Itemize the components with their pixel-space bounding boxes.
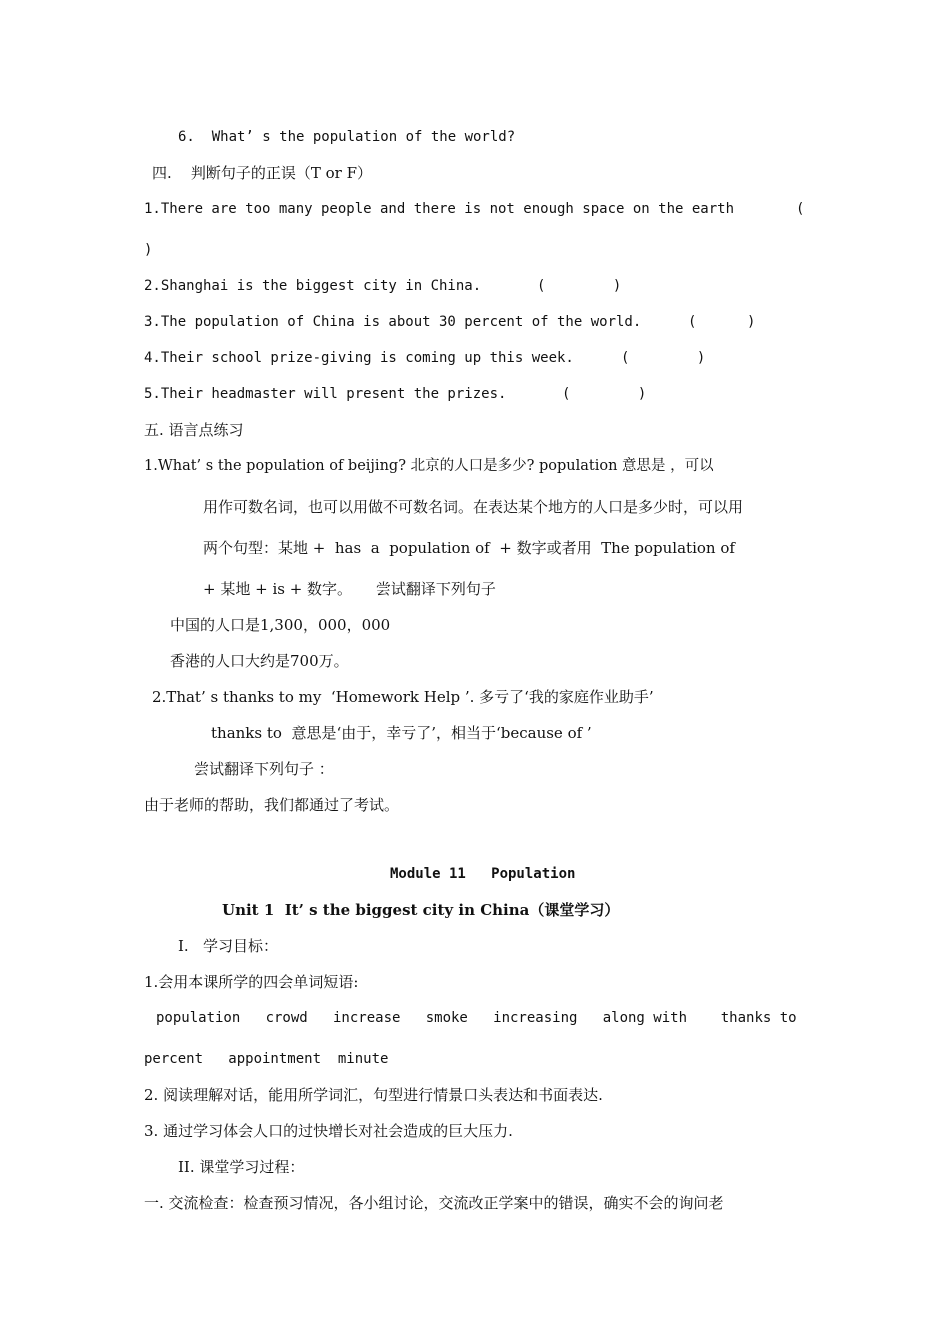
part-5-title: 五. 语言点练习 (144, 421, 244, 439)
learning-goals-title: Ⅰ. 学习目标： (178, 937, 278, 955)
language-point-1-line-1: 1.What’ s the population of beijing? 北京的人口是多少? population 意思是 ，可以 (144, 458, 714, 474)
goal-3: 3. 通过学习体会人口的过快增长对社会造成的巨大压力. (144, 1122, 513, 1140)
goal-1: 1.会用本课所学的四会单词短语: (144, 973, 359, 991)
step-1: 一. 交流检查：检查预习情况，各小组讨论，交流改正学案中的错误，确实不会的询问老 (144, 1194, 724, 1212)
tf-item-3-paren: ( ) (688, 314, 756, 330)
language-point-1-line-3: 两个句型：某地 + has a population of + 数字或者用 The population of (203, 539, 735, 557)
goal-2: 2. 阅读理解对话，能用所学词汇，句型进行情景口头表达和书面表达. (144, 1086, 603, 1104)
tf-item-1-paren: ( (796, 201, 805, 217)
tf-item-2-paren: ( ) (537, 278, 622, 294)
vocabulary-line-2: percent appointment minute (144, 1051, 389, 1067)
tf-item-5-paren: ( ) (562, 386, 647, 402)
tf-item-4: 4.Their school prize-giving is coming up this week. (144, 350, 574, 366)
part-4-title: 四. 判断句子的正误（T or F） (152, 164, 372, 182)
unit-title: Unit 1 It’ s the biggest city in China（课堂学习） (222, 901, 620, 919)
tf-item-3: 3.The population of China is about 30 percent of the world. (144, 314, 642, 330)
learning-process-title: II. 课堂学习过程： (178, 1158, 305, 1176)
language-point-2-line-2: thanks to 意思是‘由于，幸亏了’，相当于‘because of ’ (211, 724, 592, 742)
translation-example-3: 由于老师的帮助，我们都通过了考试。 (144, 796, 400, 814)
module-title: Module 11 Population (390, 866, 576, 882)
translation-example-2: 香港的人口大约是700万。 (170, 652, 349, 670)
translation-example-1: 中国的人口是1,300，000，000 (170, 616, 391, 634)
tf-item-1: 1.There are too many people and there is not enough space on the earth (144, 201, 735, 217)
language-point-1-line-2: 用作可数名词，也可以用做不可数名词。在表达某个地方的人口是多少时，可以用 (203, 498, 744, 516)
tf-item-5: 5.Their headmaster will present the prizes. (144, 386, 507, 402)
language-point-2-line-3: 尝试翻译下列句子 ： (194, 760, 334, 778)
language-point-2-line-1: 2.That’ s thanks to my ‘Homework Help ’. 多亏了‘我的家庭作业助手’ (152, 688, 654, 706)
vocabulary-line-1: population crowd increase smoke increasing along with thanks to (156, 1010, 797, 1026)
question-6: 6. What’ s the population of the world? (178, 129, 516, 145)
tf-item-4-paren: ( ) (621, 350, 706, 366)
language-point-1-line-4: + 某地 + is + 数字。 尝试翻译下列句子 (203, 580, 496, 598)
tf-item-1-paren-close: ) (144, 242, 153, 258)
tf-item-2: 2.Shanghai is the biggest city in China. (144, 278, 482, 294)
